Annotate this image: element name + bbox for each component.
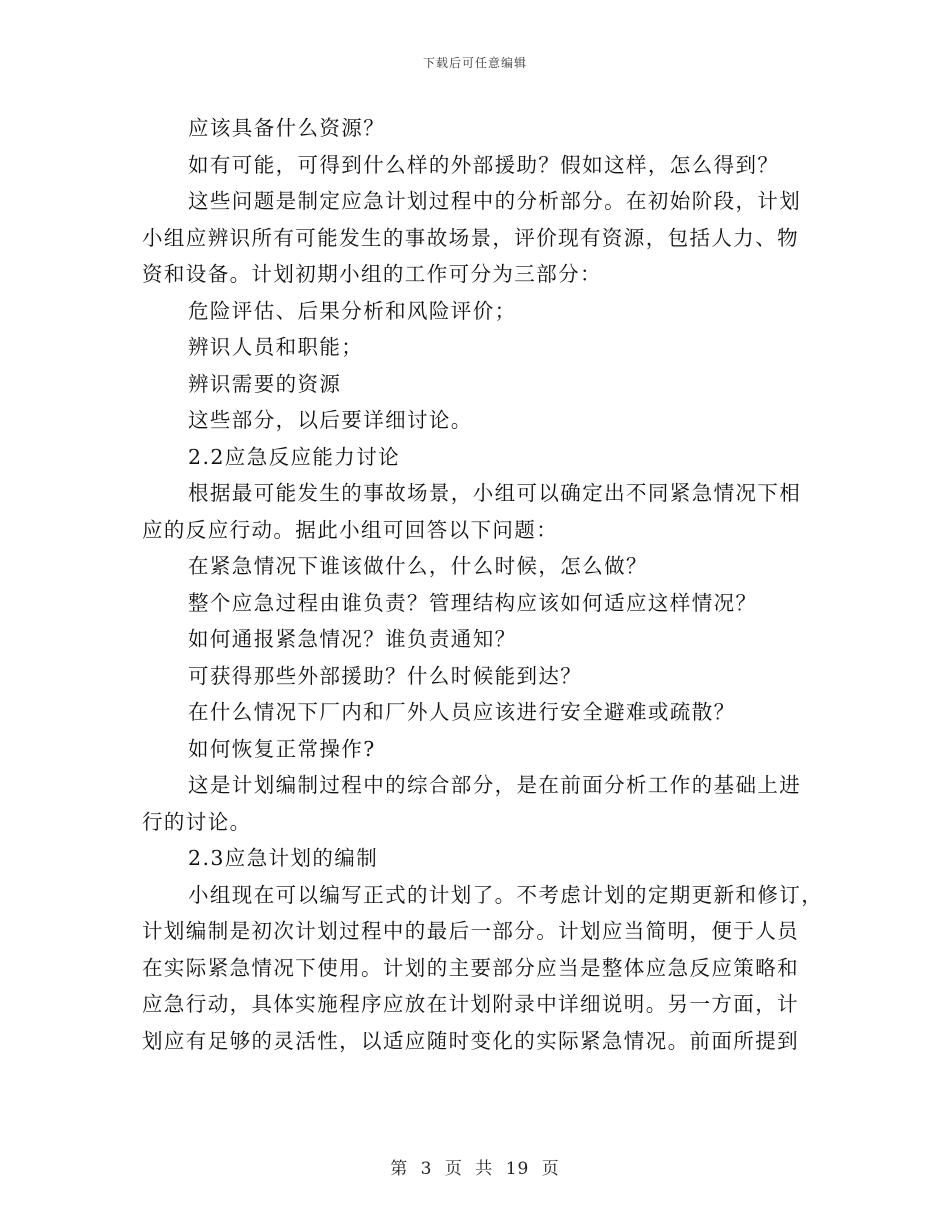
text-line: 2.3应急计划的编制 — [188, 846, 379, 870]
text-line: 可获得那些外部援助？什么时候能到达？ — [188, 663, 583, 688]
text-line: 在什么情况下厂内和厂外人员应该进行安全避难或疏散？ — [188, 700, 736, 724]
text-line: 2.2应急反应能力讨论 — [188, 444, 401, 469]
text-line: 如何通报紧急情况？谁负责通知？ — [188, 627, 517, 651]
text-line: 在实际紧急情况下使用。计划的主要部分应当是整体应急反应策略和 — [142, 955, 799, 980]
text-line: 应该具备什么资源？ — [188, 116, 386, 140]
text-line: 如有可能，可得到什么样的外部援助？假如这样，怎么得到？ — [188, 152, 780, 177]
text-line: 小组现在可以编写正式的计划了。不考虑计划的定期更新和修订， — [188, 882, 824, 907]
text-line: 小组应辨识所有可能发生的事故场景，评价现有资源，包括人力、物 — [142, 225, 799, 250]
text-line: 资和设备。计划初期小组的工作可分为三部分： — [142, 262, 602, 286]
text-line: 整个应急过程由谁负责？管理结构应该如何适应这样情况？ — [188, 590, 758, 615]
text-line: 如何恢复正常操作? — [188, 736, 376, 761]
page-number-footer: 第 3 页 共 19 页 — [390, 1159, 560, 1179]
document-body — [142, 110, 824, 1059]
text-line: 计划编制是初次计划过程中的最后一部分。计划应当简明，便于人员 — [142, 919, 799, 943]
text-line: 危险评估、后果分析和风险评价； — [188, 298, 517, 323]
text-line: 在紧急情况下谁该做什么，什么时候，怎么做？ — [188, 554, 648, 578]
text-line: 这些问题是制定应急计划过程中的分析部分。在初始阶段，计划 — [188, 189, 802, 213]
text-line: 应急行动，具体实施程序应放在计划附录中详细说明。另一方面，计 — [142, 992, 799, 1016]
text-line: 辨识人员和职能； — [188, 335, 364, 359]
text-line: 辨识需要的资源 — [188, 371, 342, 396]
text-line: 根据最可能发生的事故场景，小组可以确定出不同紧急情况下相 — [188, 481, 802, 505]
text-line: 应的反应行动。据此小组可回答以下问题： — [142, 517, 559, 542]
text-line: 划应有足够的灵活性，以适应随时变化的实际紧急情况。前面所提到 — [142, 1028, 799, 1053]
text-line: 行的讨论。 — [142, 809, 252, 834]
text-line: 这些部分，以后要详细讨论。 — [188, 408, 473, 432]
page-header-note: 下载后可任意编辑 — [422, 56, 527, 70]
text-line: 这是计划编制过程中的综合部分，是在前面分析工作的基础上进 — [188, 773, 802, 797]
